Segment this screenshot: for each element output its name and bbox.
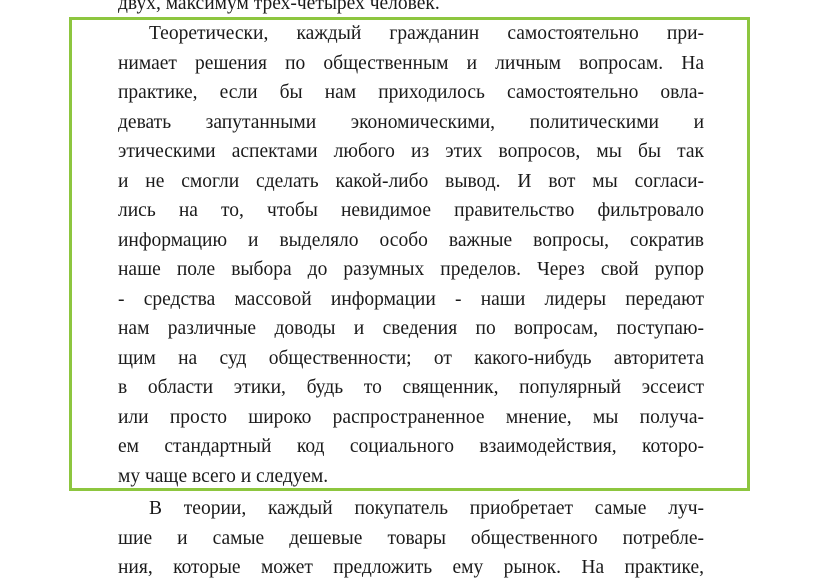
top-fragment-line: двух, максимум трех-четырех человек.: [118, 0, 440, 14]
paragraph-line: практике, если бы нам приходилось самостоятельно овла-: [118, 82, 704, 103]
paragraph-line: в области этики, будь то священник, популярный эссеист: [118, 377, 704, 398]
paragraph-line: или просто широко распространенное мнение, мы получа-: [118, 406, 704, 428]
paragraph-line: шие и самые дешевые товары общественного потребле-: [118, 527, 704, 549]
paragraph-line: нимает решения по общественным и личным вопросам. На: [118, 52, 704, 74]
paragraph-line: ем стандартный код социального взаимодействия, которо-: [118, 436, 704, 457]
paragraph-line: - средства массовой информации - наши лидеры передают: [118, 288, 704, 310]
paragraph-line: информацию и выделяло особо важные вопросы, сократив: [118, 229, 704, 251]
paragraph-line: В теории, каждый покупатель приобретает самые луч-: [149, 498, 704, 519]
paragraph-line: нам различные доводы и сведения по вопросам, поступаю-: [118, 318, 704, 339]
paragraph-line: и не смогли сделать какой-либо вывод. И вот мы согласи-: [118, 170, 704, 192]
paragraph-line: ния, которые может предложить ему рынок. На практике,: [118, 557, 704, 578]
paragraph-line: девать запутанными экономическими, политическими и: [118, 111, 704, 133]
paragraph-line: Теоретически, каждый гражданин самостоятельно при-: [149, 23, 704, 44]
paragraph-line: этическими аспектами любого из этих вопросов, мы бы так: [118, 141, 704, 162]
paragraph-line: му чаще всего и следуем.: [118, 465, 329, 487]
paragraph-line: лись на то, чтобы невидимое правительство фильтровало: [118, 200, 704, 221]
paragraph-line: щим на суд общественности; от какого-нибудь авторитета: [118, 347, 704, 369]
paragraph-line: наше поле выбора до разумных пределов. Через свой рупор: [118, 259, 704, 280]
